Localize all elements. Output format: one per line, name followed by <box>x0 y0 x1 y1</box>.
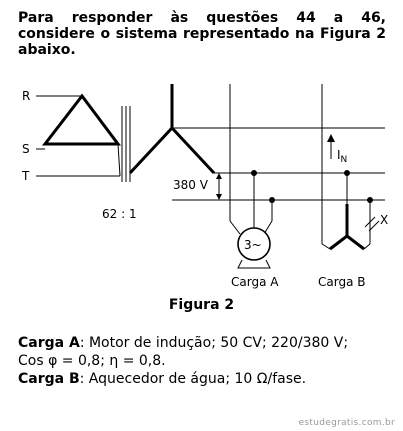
switch-label: X <box>380 213 389 227</box>
circuit-diagram <box>0 84 403 294</box>
phase-label-t: T <box>22 169 30 183</box>
load-b-line: : Aquecedor de água; 10 Ω/fase. <box>79 371 307 387</box>
neutral-current-arrow <box>327 134 335 159</box>
load-a-title: Carga A <box>18 335 80 351</box>
junction-dots <box>227 84 373 203</box>
load-a-line1: : Motor de indução; 50 CV; 220/380 V; <box>79 335 349 351</box>
figure-caption: Figura 2 <box>168 297 235 313</box>
load-b-label: Carga B <box>318 275 366 289</box>
primary-delta <box>36 96 120 176</box>
phase-label-r: R <box>22 89 31 103</box>
turns-ratio-label: 62 : 1 <box>102 207 137 221</box>
loads-description <box>18 334 398 388</box>
load-b-description <box>18 370 398 388</box>
load-a-line2: Cos φ = 0,8; η = 0,8. <box>18 353 166 369</box>
source-watermark: estudegratis.com.br <box>298 418 395 428</box>
voltage-label: 380 V <box>173 178 208 192</box>
motor-symbol: 3~ <box>244 238 262 252</box>
neutral-current-label: $I_N$ <box>337 148 348 165</box>
load-a-label: Carga A <box>231 275 279 289</box>
load-a-description <box>18 334 398 352</box>
load-b-heater <box>322 84 379 249</box>
intro-text: Para responder às questões 44 a 46, considere o sistema representado na Figura 2 abaixo. <box>18 10 386 58</box>
phase-label-s: S <box>22 142 30 156</box>
transformer-core <box>122 106 130 182</box>
voltage-marker <box>216 173 222 200</box>
load-b-title: Carga B <box>18 371 80 387</box>
